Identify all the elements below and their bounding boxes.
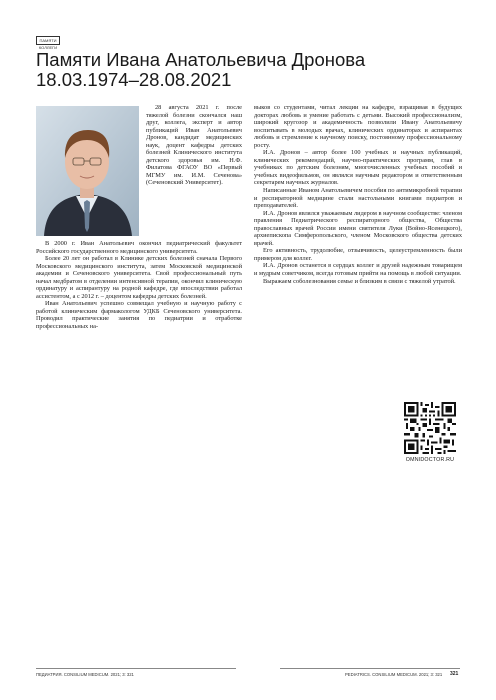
qr-caption[interactable]: OMNIDOCTOR.RU	[405, 457, 455, 463]
paragraph-right-5: Его активность, трудолюбие, отзывчивость, целеустремленность были примером для коллег.	[254, 247, 462, 262]
right-column	[254, 104, 462, 285]
paragraph-right-4: И.А. Дронов являлся уважаемым лидером в научном сообществе: членом правления Педиатрического респираторного общества, Общества православных врачей России имени святителя Луки (Войно-Ясенецкого), архиепископа Симферопольского, членом Московского общества детских врачей.	[254, 209, 462, 247]
section-tag: ПАМЯТИ КОЛЛЕГИ	[36, 36, 60, 45]
portrait-photo	[36, 106, 139, 236]
footer-right: PEDIATRICS. CONSILIUM MEDICUM. 2021; 3: 321	[345, 672, 443, 677]
paragraph-right-2: И.А. Дронов – автор более 100 учебных и научных публикаций, клинических рекомендаций, научно-практических программ, глав в учебниках по детским болезням, многочисленных учебных пособий и учебных видеофильмов, он являлся научным редактором и ответственным секретарем научных журналов.	[254, 149, 462, 187]
footer-rule-left	[36, 668, 236, 669]
paragraph-right-7: Выражаем соболезнования семье и близким в связи с тяжелой утратой.	[263, 277, 456, 285]
footer-left: ПЕДИАТРИЯ. CONSILIUM MEDICUM. 2021; 3: 321	[36, 672, 134, 677]
paragraph-left-3: Иван Анатольевич успешно совмещал учебную и научную работу с работой клиническим фармакологом УДКБ Сеченовского университета. Проводил практические занятия по педиатрии и отработке профессиональных на-	[36, 300, 242, 331]
paragraph-left-1: В 2000 г. Иван Анатольевич окончил педиатрический факультет Российского государственного медицинского университета.	[36, 240, 242, 255]
paragraph-left-2: Более 20 лет он работал в Клинике детских болезней сначала Первого Московского медицинского института, затем Московской медицинской академии и Сеченовского университета. Свой профессиональный путь начал медбратом в отделении интенсивной терапии, окончил клиническую ординатуру и аспирантуру на родной кафедре, где впоследствии работал ассистентом, а с 2012 г. – доцентом кафедры детских болезней.	[36, 255, 242, 300]
footer-rule-right	[280, 668, 460, 669]
title-name: Памяти Ивана Анатольевича Дронова	[36, 49, 366, 70]
qr-code-icon[interactable]	[404, 402, 456, 454]
left-column	[36, 240, 242, 331]
page-title	[36, 50, 466, 90]
intro-paragraph	[146, 104, 242, 187]
paragraph-right-6: И.А. Дронов останется в сердцах коллег и друзей надежным товарищем и мудрым советчиком, всегда готовым прийти на помощь в любой ситуации.	[254, 262, 462, 278]
paragraph-right-1: выков со студентами, читал лекции на кафедре, взращивая в будущих докторах любовь и умение работать с детьми. Высокий профессионализм, широкий кругозор и академичность позволили Ивану Анатольевичу воспитывать в молодых врачах, клинических ординаторах и аспирантах любовь и стремление к научному поиску, постоянному профессиональному росту.	[254, 104, 462, 149]
title-dates: 18.03.1974–28.08.2021	[36, 69, 232, 90]
intro-text: 28 августа 2021 г. после тяжелой болезни скончался наш друг, коллега, эксперт и автор публикаций Иван Анатольевич Дронов, кандидат медицинских наук, доцент кафедры детских болезней Клинического института детского здоровья им. Н.Ф. Филатова ФГАОУ ВО «Первый МГМУ им. И.М. Сеченова» (Сеченовский Университет).	[146, 104, 242, 187]
page-number: 321	[450, 671, 459, 677]
paragraph-right-3: Написанные Иваном Анатольевичем пособия по антимикробной терапии и респираторной медицине стали настольными книгами педиатров и преподавателей.	[254, 187, 462, 210]
